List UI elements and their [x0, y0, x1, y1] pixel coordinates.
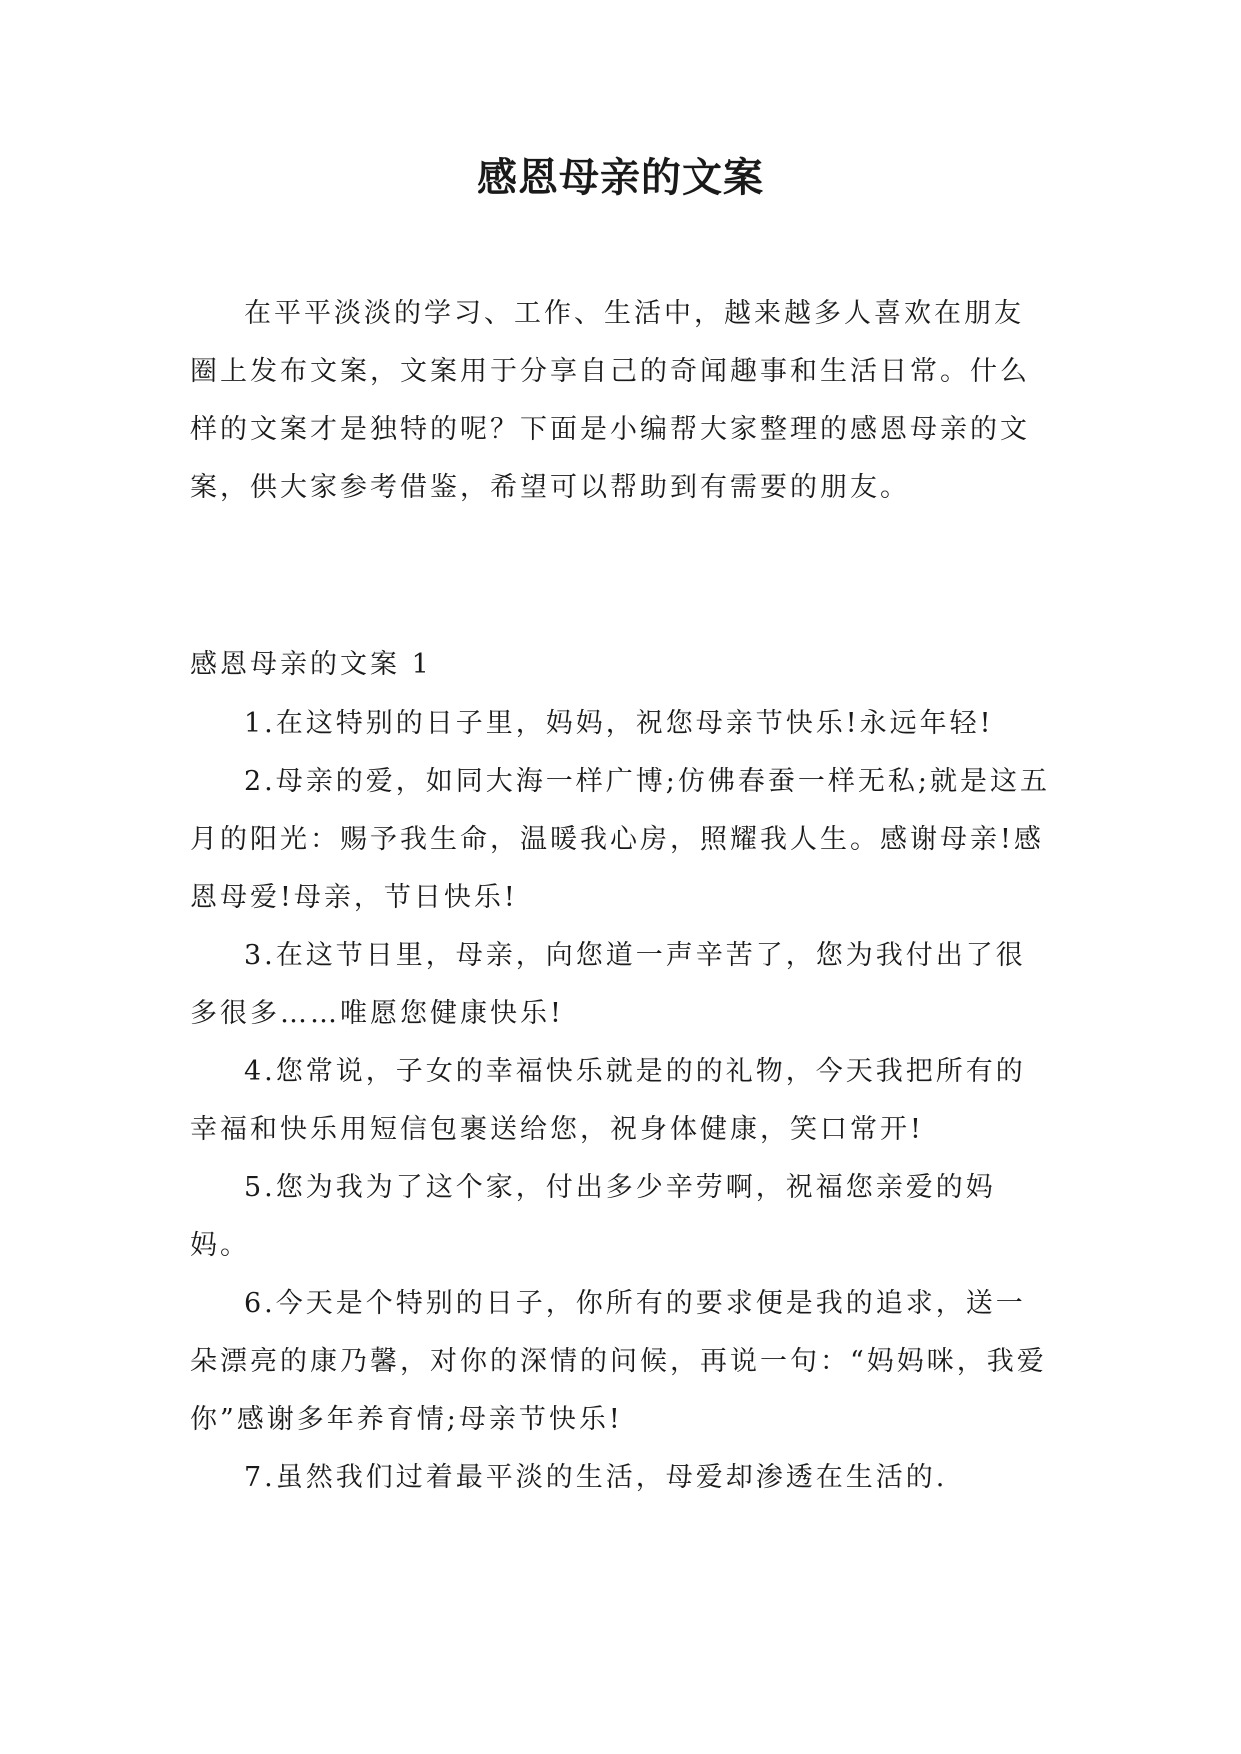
list-item: 1.在这特别的日子里，妈妈，祝您母亲节快乐!永远年轻!	[244, 708, 994, 739]
list-item: 6.今天是个特别的日子，你所有的要求便是我的追求，送一朵漂亮的康乃馨，对你的深情的问候，再说一句：“妈妈咪，我爱你”感谢多年养育情;母亲节快乐!	[190, 1288, 1047, 1435]
intro-paragraph: 在平平淡淡的学习、工作、生活中，越来越多人喜欢在朋友圈上发布文案，文案用于分享自己的奇闻趣事和生活日常。什么样的文案才是独特的呢？下面是小编帮大家整理的感恩母亲的文案，供大家参考借鉴，希望可以帮助到有需要的朋友。	[190, 298, 1030, 503]
item-list	[190, 695, 1050, 1507]
list-item: 4.您常说，子女的幸福快乐就是的的礼物，今天我把所有的幸福和快乐用短信包裹送给您，祝身体健康，笑口常开!	[190, 1056, 1026, 1145]
list-item: 5.您为我为了这个家，付出多少辛劳啊，祝福您亲爱的妈妈。	[190, 1172, 996, 1261]
section-heading: 感恩母亲的文案 1	[190, 649, 432, 680]
list-item: 2.母亲的爱，如同大海一样广博;仿佛春蚕一样无私;就是这五月的阳光：赐予我生命，温暖我心房，照耀我人生。感谢母亲!感恩母爱!母亲，节日快乐!	[190, 766, 1050, 913]
document-title: 感恩母亲的文案	[477, 155, 764, 201]
list-item: 7.虽然我们过着最平淡的生活，母爱却渗透在生活的.	[244, 1462, 948, 1493]
list-item: 3.在这节日里，母亲，向您道一声辛苦了，您为我付出了很多很多……唯愿您健康快乐!	[190, 940, 1026, 1029]
intro-section	[190, 285, 1050, 517]
